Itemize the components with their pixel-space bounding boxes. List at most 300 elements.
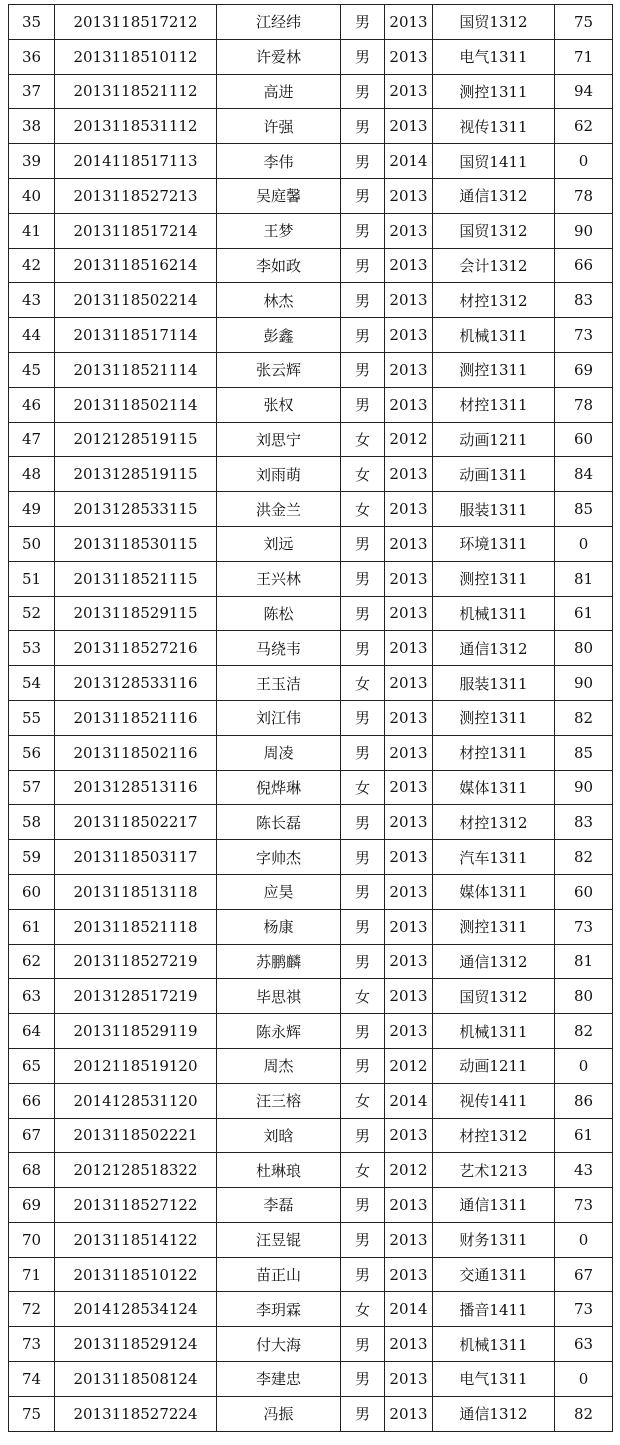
gender-cell: 男 (341, 178, 385, 213)
row-number-cell: 37 (9, 74, 55, 109)
class-name-cell: 视传1411 (433, 1083, 555, 1118)
class-name-cell: 动画1211 (433, 422, 555, 457)
row-number-cell: 41 (9, 213, 55, 248)
score-cell: 94 (555, 74, 613, 109)
gender-cell: 男 (341, 248, 385, 283)
student-id-cell: 2014118517113 (55, 144, 217, 179)
enrollment-year-cell: 2013 (385, 700, 433, 735)
student-name-cell: 李磊 (217, 1188, 341, 1223)
student-id-cell: 2014128534124 (55, 1292, 217, 1327)
score-cell: 0 (555, 1048, 613, 1083)
class-name-cell: 媒体1311 (433, 874, 555, 909)
class-name-cell: 服装1311 (433, 492, 555, 527)
gender-cell: 男 (341, 1257, 385, 1292)
student-id-cell: 2013118510112 (55, 39, 217, 74)
gender-cell: 男 (341, 283, 385, 318)
student-name-cell: 刘远 (217, 526, 341, 561)
student-id-cell: 2013118527216 (55, 631, 217, 666)
gender-cell: 男 (341, 561, 385, 596)
enrollment-year-cell: 2013 (385, 1014, 433, 1049)
enrollment-year-cell: 2012 (385, 422, 433, 457)
class-name-cell: 测控1311 (433, 909, 555, 944)
row-number-cell: 64 (9, 1014, 55, 1049)
score-cell: 60 (555, 874, 613, 909)
student-score-table (8, 4, 613, 1432)
score-cell: 82 (555, 700, 613, 735)
student-name-cell: 王梦 (217, 213, 341, 248)
student-id-cell: 2013118502214 (55, 283, 217, 318)
enrollment-year-cell: 2013 (385, 387, 433, 422)
class-name-cell: 艺术1213 (433, 1153, 555, 1188)
student-name-cell: 汪三榕 (217, 1083, 341, 1118)
table-row (9, 213, 613, 248)
table-row (9, 144, 613, 179)
class-name-cell: 播音1411 (433, 1292, 555, 1327)
score-cell: 0 (555, 1362, 613, 1397)
gender-cell: 女 (341, 979, 385, 1014)
student-name-cell: 张云辉 (217, 352, 341, 387)
enrollment-year-cell: 2013 (385, 109, 433, 144)
student-name-cell: 刘雨萌 (217, 457, 341, 492)
class-name-cell: 通信1312 (433, 1396, 555, 1431)
score-cell: 0 (555, 526, 613, 561)
table-row (9, 1153, 613, 1188)
class-name-cell: 电气1311 (433, 39, 555, 74)
score-cell: 60 (555, 422, 613, 457)
table-row (9, 874, 613, 909)
student-name-cell: 李如政 (217, 248, 341, 283)
score-cell: 69 (555, 352, 613, 387)
student-name-cell: 冯振 (217, 1396, 341, 1431)
table-row (9, 735, 613, 770)
student-id-cell: 2013118503117 (55, 840, 217, 875)
table-row (9, 352, 613, 387)
gender-cell: 男 (341, 874, 385, 909)
class-name-cell: 材控1311 (433, 735, 555, 770)
student-name-cell: 刘思宁 (217, 422, 341, 457)
enrollment-year-cell: 2014 (385, 1292, 433, 1327)
row-number-cell: 35 (9, 5, 55, 40)
row-number-cell: 40 (9, 178, 55, 213)
class-name-cell: 通信1311 (433, 1188, 555, 1223)
enrollment-year-cell: 2013 (385, 526, 433, 561)
enrollment-year-cell: 2013 (385, 248, 433, 283)
gender-cell: 男 (341, 909, 385, 944)
row-number-cell: 44 (9, 318, 55, 353)
gender-cell: 男 (341, 213, 385, 248)
student-name-cell: 字帅杰 (217, 840, 341, 875)
table-row (9, 631, 613, 666)
class-name-cell: 测控1311 (433, 74, 555, 109)
score-cell: 81 (555, 944, 613, 979)
row-number-cell: 65 (9, 1048, 55, 1083)
table-row (9, 1014, 613, 1049)
row-number-cell: 36 (9, 39, 55, 74)
enrollment-year-cell: 2013 (385, 805, 433, 840)
student-name-cell: 王玉洁 (217, 666, 341, 701)
gender-cell: 男 (341, 1118, 385, 1153)
table-row (9, 944, 613, 979)
student-name-cell: 刘晗 (217, 1118, 341, 1153)
student-id-cell: 2013118521112 (55, 74, 217, 109)
gender-cell: 男 (341, 1188, 385, 1223)
class-name-cell: 测控1311 (433, 700, 555, 735)
row-number-cell: 56 (9, 735, 55, 770)
gender-cell: 男 (341, 5, 385, 40)
table-row (9, 526, 613, 561)
enrollment-year-cell: 2013 (385, 213, 433, 248)
student-id-cell: 2013118517214 (55, 213, 217, 248)
table-row (9, 1048, 613, 1083)
row-number-cell: 42 (9, 248, 55, 283)
row-number-cell: 70 (9, 1222, 55, 1257)
gender-cell: 女 (341, 492, 385, 527)
enrollment-year-cell: 2013 (385, 74, 433, 109)
student-name-cell: 杨康 (217, 909, 341, 944)
table-row (9, 1118, 613, 1153)
gender-cell: 男 (341, 318, 385, 353)
row-number-cell: 63 (9, 979, 55, 1014)
row-number-cell: 48 (9, 457, 55, 492)
row-number-cell: 66 (9, 1083, 55, 1118)
row-number-cell: 38 (9, 109, 55, 144)
score-cell: 73 (555, 318, 613, 353)
row-number-cell: 75 (9, 1396, 55, 1431)
row-number-cell: 58 (9, 805, 55, 840)
student-name-cell: 李伟 (217, 144, 341, 179)
table-row (9, 666, 613, 701)
student-name-cell: 许强 (217, 109, 341, 144)
score-cell: 73 (555, 1188, 613, 1223)
row-number-cell: 52 (9, 596, 55, 631)
table-row (9, 979, 613, 1014)
student-name-cell: 吴庭馨 (217, 178, 341, 213)
row-number-cell: 51 (9, 561, 55, 596)
gender-cell: 男 (341, 1396, 385, 1431)
student-id-cell: 2012118519120 (55, 1048, 217, 1083)
student-id-cell: 2013128519115 (55, 457, 217, 492)
table-row (9, 770, 613, 805)
enrollment-year-cell: 2013 (385, 1118, 433, 1153)
student-id-cell: 2013118502114 (55, 387, 217, 422)
class-name-cell: 材控1312 (433, 1118, 555, 1153)
enrollment-year-cell: 2013 (385, 735, 433, 770)
table-row (9, 1396, 613, 1431)
row-number-cell: 54 (9, 666, 55, 701)
class-name-cell: 通信1312 (433, 178, 555, 213)
enrollment-year-cell: 2013 (385, 666, 433, 701)
table-row (9, 1327, 613, 1362)
table-row (9, 1257, 613, 1292)
table-row (9, 318, 613, 353)
row-number-cell: 72 (9, 1292, 55, 1327)
row-number-cell: 71 (9, 1257, 55, 1292)
student-id-cell: 2013118521114 (55, 352, 217, 387)
class-name-cell: 财务1311 (433, 1222, 555, 1257)
student-id-cell: 2013118529119 (55, 1014, 217, 1049)
score-cell: 85 (555, 735, 613, 770)
table-row (9, 805, 613, 840)
student-name-cell: 苏鹏麟 (217, 944, 341, 979)
gender-cell: 男 (341, 74, 385, 109)
class-name-cell: 媒体1311 (433, 770, 555, 805)
enrollment-year-cell: 2014 (385, 1083, 433, 1118)
table-body (9, 5, 613, 1432)
student-id-cell: 2013118513118 (55, 874, 217, 909)
student-id-cell: 2013118527219 (55, 944, 217, 979)
class-name-cell: 材控1311 (433, 387, 555, 422)
class-name-cell: 材控1312 (433, 283, 555, 318)
class-name-cell: 测控1311 (433, 561, 555, 596)
score-cell: 71 (555, 39, 613, 74)
score-cell: 84 (555, 457, 613, 492)
student-name-cell: 应昊 (217, 874, 341, 909)
student-id-cell: 2013118521116 (55, 700, 217, 735)
student-id-cell: 2013128513116 (55, 770, 217, 805)
row-number-cell: 61 (9, 909, 55, 944)
class-name-cell: 通信1312 (433, 944, 555, 979)
table-row (9, 39, 613, 74)
row-number-cell: 62 (9, 944, 55, 979)
gender-cell: 男 (341, 944, 385, 979)
class-name-cell: 材控1312 (433, 805, 555, 840)
student-id-cell: 2013118521118 (55, 909, 217, 944)
enrollment-year-cell: 2013 (385, 909, 433, 944)
row-number-cell: 39 (9, 144, 55, 179)
student-id-cell: 2013118529115 (55, 596, 217, 631)
score-cell: 73 (555, 909, 613, 944)
score-cell: 75 (555, 5, 613, 40)
gender-cell: 女 (341, 666, 385, 701)
class-name-cell: 机械1311 (433, 596, 555, 631)
row-number-cell: 50 (9, 526, 55, 561)
enrollment-year-cell: 2013 (385, 457, 433, 492)
student-name-cell: 李建忠 (217, 1362, 341, 1397)
score-cell: 62 (555, 109, 613, 144)
gender-cell: 女 (341, 1153, 385, 1188)
student-id-cell: 2014128531120 (55, 1083, 217, 1118)
table-row (9, 422, 613, 457)
enrollment-year-cell: 2014 (385, 144, 433, 179)
gender-cell: 男 (341, 1014, 385, 1049)
enrollment-year-cell: 2013 (385, 1188, 433, 1223)
gender-cell: 男 (341, 1222, 385, 1257)
student-name-cell: 许爱林 (217, 39, 341, 74)
class-name-cell: 环境1311 (433, 526, 555, 561)
student-name-cell: 付大海 (217, 1327, 341, 1362)
gender-cell: 男 (341, 631, 385, 666)
table-row (9, 840, 613, 875)
enrollment-year-cell: 2013 (385, 1222, 433, 1257)
enrollment-year-cell: 2013 (385, 178, 433, 213)
row-number-cell: 69 (9, 1188, 55, 1223)
class-name-cell: 国贸1312 (433, 979, 555, 1014)
student-name-cell: 汪昱锟 (217, 1222, 341, 1257)
student-id-cell: 2013118530115 (55, 526, 217, 561)
gender-cell: 男 (341, 352, 385, 387)
enrollment-year-cell: 2013 (385, 561, 433, 596)
student-id-cell: 2013118521115 (55, 561, 217, 596)
enrollment-year-cell: 2013 (385, 979, 433, 1014)
table-row (9, 909, 613, 944)
table-row (9, 1292, 613, 1327)
score-cell: 83 (555, 283, 613, 318)
gender-cell: 男 (341, 387, 385, 422)
row-number-cell: 60 (9, 874, 55, 909)
score-cell: 0 (555, 144, 613, 179)
student-id-cell: 2013118527224 (55, 1396, 217, 1431)
student-name-cell: 倪烨琳 (217, 770, 341, 805)
enrollment-year-cell: 2012 (385, 1048, 433, 1083)
gender-cell: 男 (341, 840, 385, 875)
student-id-cell: 2012128519115 (55, 422, 217, 457)
row-number-cell: 59 (9, 840, 55, 875)
student-name-cell: 陈松 (217, 596, 341, 631)
score-cell: 90 (555, 770, 613, 805)
table-row (9, 109, 613, 144)
student-name-cell: 苗正山 (217, 1257, 341, 1292)
score-cell: 81 (555, 561, 613, 596)
student-name-cell: 毕思祺 (217, 979, 341, 1014)
student-id-cell: 2013118531112 (55, 109, 217, 144)
score-cell: 43 (555, 1153, 613, 1188)
table-row (9, 457, 613, 492)
enrollment-year-cell: 2013 (385, 840, 433, 875)
table-row (9, 596, 613, 631)
class-name-cell: 交通1311 (433, 1257, 555, 1292)
row-number-cell: 53 (9, 631, 55, 666)
enrollment-year-cell: 2013 (385, 283, 433, 318)
student-id-cell: 2013118527122 (55, 1188, 217, 1223)
enrollment-year-cell: 2013 (385, 39, 433, 74)
row-number-cell: 67 (9, 1118, 55, 1153)
row-number-cell: 55 (9, 700, 55, 735)
enrollment-year-cell: 2013 (385, 1327, 433, 1362)
enrollment-year-cell: 2013 (385, 1257, 433, 1292)
class-name-cell: 国贸1411 (433, 144, 555, 179)
student-id-cell: 2013128533116 (55, 666, 217, 701)
table-row (9, 1188, 613, 1223)
class-name-cell: 国贸1312 (433, 213, 555, 248)
student-name-cell: 洪金兰 (217, 492, 341, 527)
class-name-cell: 会计1312 (433, 248, 555, 283)
student-name-cell: 陈长磊 (217, 805, 341, 840)
class-name-cell: 服装1311 (433, 666, 555, 701)
row-number-cell: 49 (9, 492, 55, 527)
student-name-cell: 周凌 (217, 735, 341, 770)
student-name-cell: 马绕韦 (217, 631, 341, 666)
score-cell: 90 (555, 213, 613, 248)
student-id-cell: 2013118514122 (55, 1222, 217, 1257)
score-cell: 82 (555, 840, 613, 875)
gender-cell: 男 (341, 596, 385, 631)
student-id-cell: 2012128518322 (55, 1153, 217, 1188)
table-row (9, 1362, 613, 1397)
student-name-cell: 张权 (217, 387, 341, 422)
student-name-cell: 陈永辉 (217, 1014, 341, 1049)
enrollment-year-cell: 2013 (385, 5, 433, 40)
gender-cell: 男 (341, 1327, 385, 1362)
gender-cell: 女 (341, 1083, 385, 1118)
row-number-cell: 68 (9, 1153, 55, 1188)
gender-cell: 男 (341, 700, 385, 735)
student-id-cell: 2013128533115 (55, 492, 217, 527)
student-id-cell: 2013118529124 (55, 1327, 217, 1362)
table-row (9, 387, 613, 422)
score-cell: 73 (555, 1292, 613, 1327)
class-name-cell: 国贸1312 (433, 5, 555, 40)
student-name-cell: 高进 (217, 74, 341, 109)
gender-cell: 女 (341, 457, 385, 492)
class-name-cell: 通信1312 (433, 631, 555, 666)
score-cell: 80 (555, 979, 613, 1014)
student-id-cell: 2013118502116 (55, 735, 217, 770)
gender-cell: 男 (341, 1048, 385, 1083)
row-number-cell: 73 (9, 1327, 55, 1362)
gender-cell: 男 (341, 39, 385, 74)
row-number-cell: 47 (9, 422, 55, 457)
table-row (9, 74, 613, 109)
student-name-cell: 王兴林 (217, 561, 341, 596)
enrollment-year-cell: 2013 (385, 944, 433, 979)
table-row (9, 1222, 613, 1257)
student-id-cell: 2013118517114 (55, 318, 217, 353)
gender-cell: 女 (341, 770, 385, 805)
student-id-cell: 2013118527213 (55, 178, 217, 213)
student-id-cell: 2013118510122 (55, 1257, 217, 1292)
student-name-cell: 杜琳琅 (217, 1153, 341, 1188)
score-cell: 78 (555, 178, 613, 213)
enrollment-year-cell: 2013 (385, 631, 433, 666)
table-row (9, 5, 613, 40)
gender-cell: 女 (341, 422, 385, 457)
table-row (9, 178, 613, 213)
score-cell: 78 (555, 387, 613, 422)
student-name-cell: 江经纬 (217, 5, 341, 40)
score-cell: 67 (555, 1257, 613, 1292)
class-name-cell: 汽车1311 (433, 840, 555, 875)
gender-cell: 男 (341, 109, 385, 144)
enrollment-year-cell: 2013 (385, 874, 433, 909)
score-cell: 82 (555, 1014, 613, 1049)
document-page (8, 4, 612, 1432)
score-cell: 66 (555, 248, 613, 283)
student-id-cell: 2013118516214 (55, 248, 217, 283)
enrollment-year-cell: 2013 (385, 1396, 433, 1431)
class-name-cell: 动画1311 (433, 457, 555, 492)
score-cell: 90 (555, 666, 613, 701)
row-number-cell: 45 (9, 352, 55, 387)
enrollment-year-cell: 2013 (385, 492, 433, 527)
gender-cell: 男 (341, 805, 385, 840)
student-id-cell: 2013128517219 (55, 979, 217, 1014)
row-number-cell: 74 (9, 1362, 55, 1397)
row-number-cell: 43 (9, 283, 55, 318)
class-name-cell: 测控1311 (433, 352, 555, 387)
student-id-cell: 2013118508124 (55, 1362, 217, 1397)
gender-cell: 男 (341, 735, 385, 770)
table-row (9, 700, 613, 735)
enrollment-year-cell: 2013 (385, 1362, 433, 1397)
table-row (9, 1083, 613, 1118)
student-name-cell: 周杰 (217, 1048, 341, 1083)
student-id-cell: 2013118502217 (55, 805, 217, 840)
class-name-cell: 机械1311 (433, 1327, 555, 1362)
student-name-cell: 彭鑫 (217, 318, 341, 353)
score-cell: 63 (555, 1327, 613, 1362)
row-number-cell: 57 (9, 770, 55, 805)
score-cell: 80 (555, 631, 613, 666)
